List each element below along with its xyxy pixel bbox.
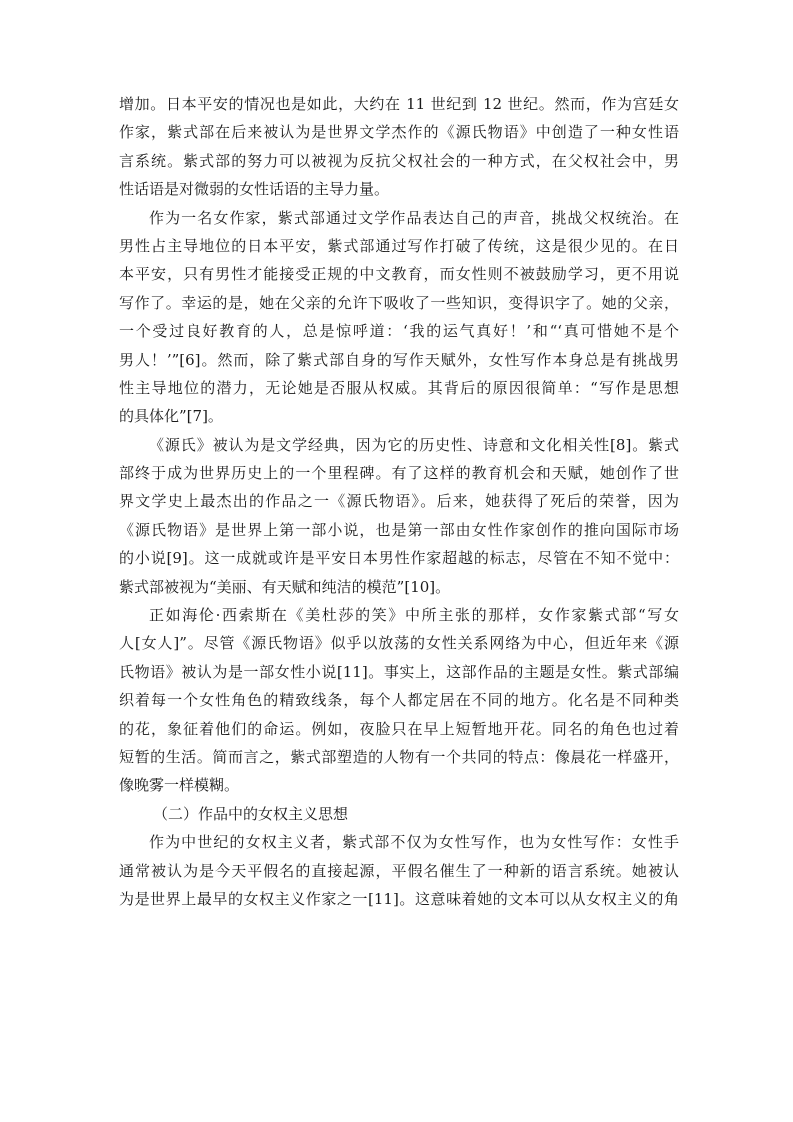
text-line: 写作了。幸运的是，她在父亲的允许下吸收了一些知识，变得识字了。她的父亲，	[119, 293, 679, 312]
text-line: 的小说[9]。这一成就或许是平安日本男性作家超越的标志，尽管在不知不觉中：	[119, 549, 679, 568]
text-line: 氏物语》被认为是一部女性小说[11]。事实上，这部作品的主题是女性。紫式部编	[119, 662, 679, 681]
text-line: 织着每一个女性角色的精致线条，每个人都定居在不同的地方。化名是不同种类	[119, 691, 679, 710]
text-line: 界文学史上最杰出的作品之一《源氏物语》。后来，她获得了死后的荣誉，因为	[119, 492, 679, 511]
text-line: 部终于成为世界历史上的一个里程碑。有了这样的教育机会和天赋，她创作了世	[119, 464, 679, 483]
text-line: 增加。日本平安的情况也是如此，大约在 11 世纪到 12 世纪。然而，作为宫廷女	[119, 95, 679, 113]
text-line: 人[女人]”。尽管《源氏物语》似乎以放荡的女性关系网络为中心，但近年来《源	[119, 634, 679, 653]
text-line: 紫式部被视为“美丽、有天赋和纯洁的模范”[10]。	[119, 577, 451, 596]
text-line: 男性占主导地位的日本平安，紫式部通过写作打破了传统，这是很少见的。在日	[119, 236, 679, 255]
paragraph-first-line: 正如海伦·西索斯在《美杜莎的笑》中所主张的那样，女作家紫式部“写女	[149, 606, 679, 625]
text-line: 为是世界上最早的女权主义作家之一[11]。这意味着她的文本可以从女权主义的角	[119, 889, 679, 908]
paragraph-first-line: 作为中世纪的女权主义者，紫式部不仅为女性写作，也为女性写作：女性手	[149, 833, 679, 852]
text-line: 性话语是对微弱的女性话语的主导力量。	[119, 180, 390, 199]
text-line: 性主导地位的潜力，无论她是否服从权威。其背后的原因很简单：“写作是思想	[119, 378, 679, 397]
text-line: 的具体化”[7]。	[119, 407, 223, 426]
text-line: 作家，紫式部在后来被认为是世界文学杰作的《源氏物语》中创造了一种女性语	[119, 123, 679, 142]
text-line: 男人！’”[6]。然而，除了紫式部自身的写作天赋外，女性写作本身总是有挑战男	[119, 350, 679, 369]
body-text	[119, 90, 679, 913]
text-line: 本平安，只有男性才能接受正规的中文教育，而女性则不被鼓励学习，更不用说	[119, 265, 679, 284]
section-heading: （二）作品中的女权主义思想	[153, 804, 349, 823]
text-line: 一个受过良好教育的人，总是惊呼道：‘我的运气真好！’和“‘真可惜她不是个	[119, 322, 679, 341]
text-line: 短暂的生活。简而言之，紫式部塑造的人物有一个共同的特点：像晨花一样盛开，	[119, 747, 679, 766]
text-line: 通常被认为是今天平假名的直接起源，平假名催生了一种新的语言系统。她被认	[119, 861, 679, 880]
paragraph-first-line: 作为一名女作家，紫式部通过文学作品表达自己的声音，挑战父权统治。在	[149, 208, 679, 227]
text-line: 像晚雾一样模糊。	[119, 776, 240, 795]
text-line: 的花，象征着他们的命运。例如，夜脸只在早上短暂地开花。同名的角色也过着	[119, 719, 679, 738]
text-line: 《源氏物语》是世界上第一部小说，也是第一部由女性作家创作的推向国际市场	[119, 520, 679, 539]
paragraph-first-line: 《源氏》被认为是文学经典，因为它的历史性、诗意和文化相关性[8]。紫式	[149, 435, 679, 454]
text-line: 言系统。紫式部的努力可以被视为反抗父权社会的一种方式，在父权社会中，男	[119, 151, 679, 170]
